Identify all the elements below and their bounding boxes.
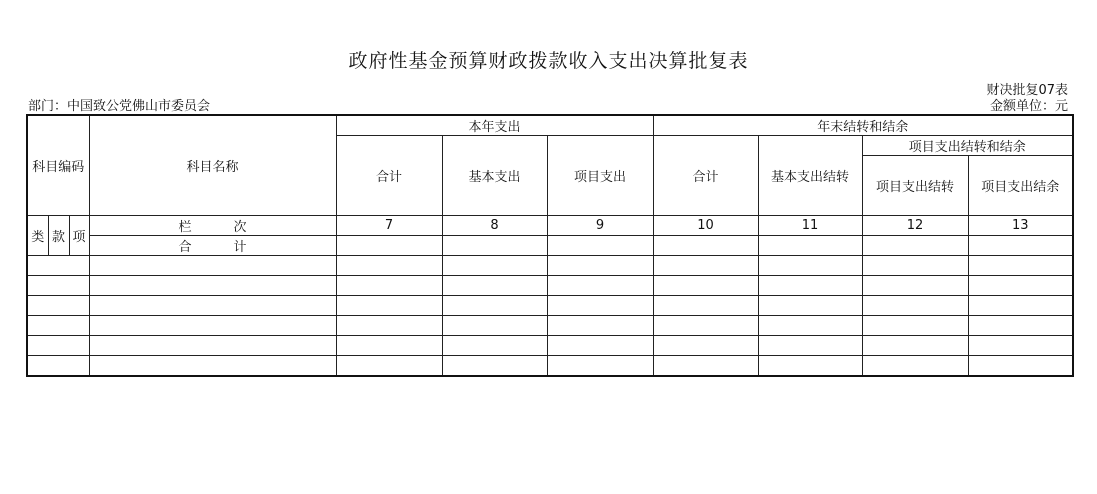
column-number: 12 <box>862 216 968 236</box>
table-cell <box>336 236 442 256</box>
code-xiang-header: 项 <box>69 216 89 256</box>
table-cell <box>862 236 968 256</box>
budget-report-table <box>26 114 1074 377</box>
project-carry-header: 项目支出结转 <box>862 156 968 216</box>
subject-name-header: 科目名称 <box>89 115 336 216</box>
table-cell <box>758 236 862 256</box>
table-row <box>27 256 1073 276</box>
column-number: 10 <box>653 216 758 236</box>
row-index-label: 栏 次 <box>89 216 336 236</box>
table-row <box>27 276 1073 296</box>
report-title: 政府性基金预算财政拨款收入支出决算批复表 <box>348 50 749 72</box>
code-lei-header: 类 <box>27 216 48 256</box>
subject-code-header: 科目编码 <box>27 115 89 216</box>
column-number: 9 <box>547 216 653 236</box>
project-balance-header: 项目支出结余 <box>968 156 1073 216</box>
current-total-header: 合计 <box>336 136 442 216</box>
yearend-total-header: 合计 <box>653 136 758 216</box>
current-basic-header: 基本支出 <box>442 136 547 216</box>
table-row <box>27 316 1073 336</box>
form-number: 财决批复07表 <box>986 83 1068 98</box>
column-number: 13 <box>968 216 1073 236</box>
total-row-label: 合 计 <box>89 236 336 256</box>
table-cell <box>653 236 758 256</box>
column-number: 8 <box>442 216 547 236</box>
table-cell <box>547 236 653 256</box>
table-cell <box>968 236 1073 256</box>
project-carry-balance-header: 项目支出结转和结余 <box>862 136 1073 156</box>
table-row <box>27 356 1073 376</box>
department-label: 部门：中国致公党佛山市委员会 <box>28 99 211 114</box>
current-project-header: 项目支出 <box>547 136 653 216</box>
table-cell <box>442 236 547 256</box>
current-year-expense-header: 本年支出 <box>336 115 653 136</box>
table-row <box>27 336 1073 356</box>
year-end-carryover-header: 年末结转和结余 <box>653 115 1073 136</box>
column-number: 11 <box>758 216 862 236</box>
amount-unit-label: 金额单位：元 <box>989 99 1068 114</box>
column-number: 7 <box>336 216 442 236</box>
table-row <box>27 296 1073 316</box>
code-kuan-header: 款 <box>48 216 69 256</box>
yearend-basic-carry-header: 基本支出结转 <box>758 136 862 216</box>
